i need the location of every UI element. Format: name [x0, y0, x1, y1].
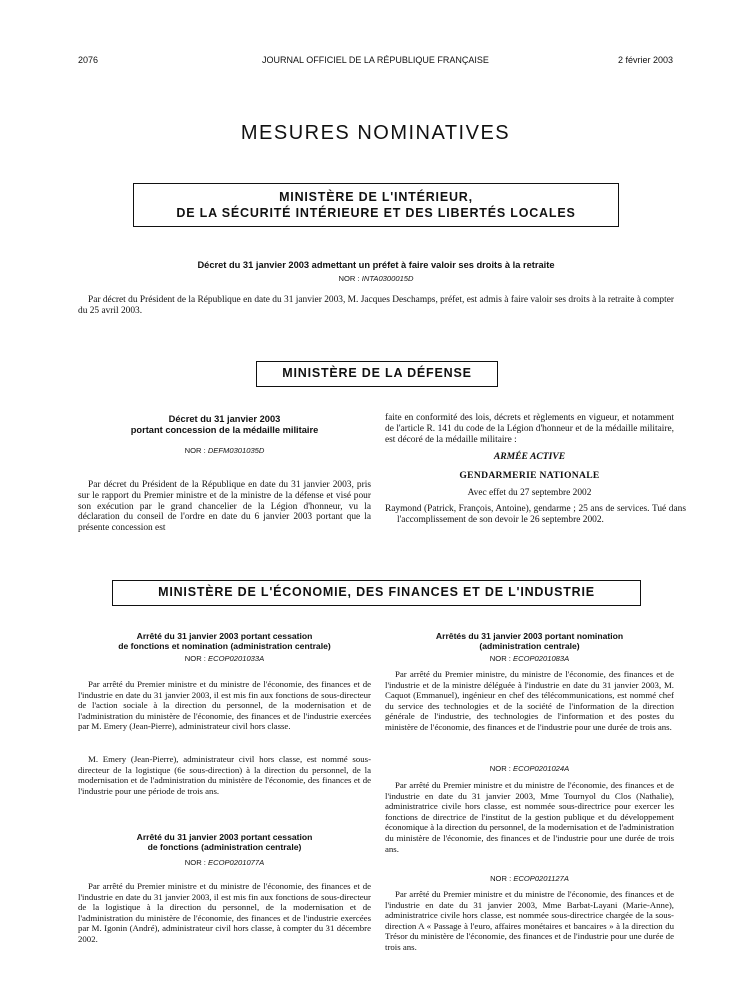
arrete-paragraph: Par arrêté du Premier ministre et du ministre de l'économie, des finances et de l'industrie en date du 31 janvier 2003, il est mis fin aux fonctions de sous-directeur de la logistique à la direction du personnel, de la modernisation et de l'administration du ministère de l'économie, des finances et de l'industrie exercées par M. Igonin (André), administrateur civil hors classe, à compter du 31 décembre 2002.: [78, 881, 371, 944]
nor-reference: [385, 874, 674, 884]
arretes-title-nomination: [385, 631, 674, 651]
page-title: MESURES NOMINATIVES: [240, 122, 511, 144]
nor-label: NOR :: [338, 274, 360, 283]
arrete-paragraph: Par arrêté du Premier ministre, du ministre de l'économie, des finances et de l'industrie et de la ministre déléguée à l'industrie en date du 31 janvier 2003, M. Caquot (Emmanuel), ingénieur en chef des télécommunications, est nommé chef du service des technologies et de la société de l'information de la direction générale de l'industrie, des technologies de l'information et des postes du ministère de l'économie, des finances et de l'industrie pour une durée de trois ans.: [385, 669, 674, 732]
ministry-box-interieur: [133, 183, 619, 227]
nor-label: NOR :: [184, 858, 206, 867]
nor-reference: [78, 274, 674, 284]
ministry-name-line2: DE LA SÉCURITÉ INTÉRIEURE ET DES LIBERTÉS LOCALES: [176, 206, 576, 220]
effect-date: Avec effet du 27 septembre 2002: [467, 488, 592, 498]
arrete-title-cessation: [78, 832, 371, 852]
nor-label: NOR :: [184, 654, 206, 663]
issue-date: 2 février 2003: [617, 55, 673, 65]
nor-reference: [385, 654, 674, 664]
nor-code: ECOP0201033A: [208, 654, 265, 663]
ministry-box-defense: MINISTÈRE DE LA DÉFENSE: [256, 361, 498, 387]
decree-continuation: faite en conformité des lois, décrets et règlements en vigueur, et notamment de l'article R. 141 du code de la Légion d'honneur et de la médaille militaire, est décoré de la médaille militaire :: [385, 413, 674, 445]
nor-code: ECOP0201083A: [513, 654, 570, 663]
nor-reference: [78, 858, 371, 868]
arrete-title-line1: Arrêtés du 31 janvier 2003 portant nomination: [435, 631, 624, 641]
arrete-title-cessation-nomination: [78, 631, 371, 651]
arrete-title-line2: de fonctions (administration centrale): [147, 842, 302, 852]
arrete-title-line1: Arrêté du 31 janvier 2003 portant cessation: [136, 631, 313, 641]
decree-title-retraite: Décret du 31 janvier 2003 admettant un préfet à faire valoir ses droits à la retraite: [197, 260, 555, 270]
ministry-box-economie: MINISTÈRE DE L'ÉCONOMIE, DES FINANCES ET DE L'INDUSTRIE: [112, 580, 641, 606]
arrete-title-line1: Arrêté du 31 janvier 2003 portant cessation: [136, 832, 313, 842]
nor-code: INTA0300015D: [361, 274, 414, 283]
decree-paragraph-medaille: Par décret du Président de la République en date du 31 janvier 2003, pris sur le rapport du Premier ministre et de la ministre de la défense et visé pour son exécution par le grand chancelier de la Légion d'honneur, vu la déclaration du conseil de l'ordre en date du 6 janvier 2003 portant que la présente concession est: [78, 480, 371, 534]
decree-title-medaille: [78, 414, 371, 436]
armee-active-heading: ARMÉE ACTIVE: [493, 451, 566, 462]
arrete-title-line2: (administration centrale): [479, 641, 580, 651]
citation-entry: Raymond (Patrick, François, Antoine), gendarme ; 25 ans de services. Tué dans l'accomplissement de son devoir le 26 septembre 2002.: [385, 504, 686, 525]
gendarmerie-heading: GENDARMERIE NATIONALE: [459, 470, 600, 481]
nor-label: NOR :: [184, 446, 206, 455]
arrete-paragraph: Par arrêté du Premier ministre et du ministre de l'économie, des finances et de l'industrie en date du 31 janvier 2003, Mme Tournyol du Clos (Nathalie), administratrice civile hors classe, est nommée sous-directrice pour exercer les fonctions de directrice de l'institut de la gestion publique et du développement économique à la direction du personnel, de la modernisation et de l'administration du ministère de l'économie, des finances et de l'industrie pour une durée de trois ans.: [385, 780, 674, 854]
arrete-paragraph: M. Emery (Jean-Pierre), administrateur civil hors classe, est nommé sous-directeur de la logistique (6e sous-direction) à la direction du personnel, de la modernisation et de l'administration du ministère de l'économie, des finances et de l'industrie pour une période de trois ans.: [78, 754, 371, 796]
arrete-paragraph: Par arrêté du Premier ministre et du ministre de l'économie, des finances et de l'industrie en date du 31 janvier 2003, Mme Barbat-Layani (Marie-Anne), administratrice civile hors classe, est nommée sous-directrice chargée de la sous-direction A « Passage à l'euro, affaires monétaires et bancaires » à la direction du Trésor du ministère de l'économie, des finances et de l'industrie pour une durée de trois ans.: [385, 889, 674, 952]
nor-reference: [78, 446, 371, 456]
nor-label: NOR :: [490, 874, 512, 883]
journal-title: JOURNAL OFFICIEL DE LA RÉPUBLIQUE FRANÇAISE: [262, 55, 489, 65]
ministry-name-line1: MINISTÈRE DE L'INTÉRIEUR,: [279, 190, 473, 204]
nor-reference: [385, 764, 674, 774]
decree-title-line1: Décret du 31 janvier 2003: [168, 414, 281, 424]
page-number: 2076: [78, 55, 99, 65]
arrete-title-line2: de fonctions et nomination (administration centrale): [118, 641, 331, 651]
nor-reference: [78, 654, 371, 664]
decree-title-line2: portant concession de la médaille militaire: [130, 425, 319, 435]
nor-label: NOR :: [489, 654, 511, 663]
arrete-paragraph: Par arrêté du Premier ministre et du ministre de l'économie, des finances et de l'industrie en date du 31 janvier 2003, il est mis fin aux fonctions de sous-directeur de l'action sociale à la direction du personnel, de la modernisation et de l'administration du ministère de l'économie, des finances et de l'industrie exercées par M. Emery (Jean-Pierre), administrateur civil hors classe.: [78, 679, 371, 732]
nor-code: ECOP0201077A: [208, 858, 265, 867]
nor-code: DEFM0301035D: [207, 446, 265, 455]
nor-code: ECOP0201127A: [513, 874, 569, 883]
decree-paragraph-retraite: Par décret du Président de la République en date du 31 janvier 2003, M. Jacques Deschamps, préfet, est admis à faire valoir ses droits à la retraite à compter du 25 avril 2003.: [78, 295, 674, 316]
nor-label: NOR :: [489, 764, 511, 773]
nor-code: ECOP0201024A: [513, 764, 570, 773]
